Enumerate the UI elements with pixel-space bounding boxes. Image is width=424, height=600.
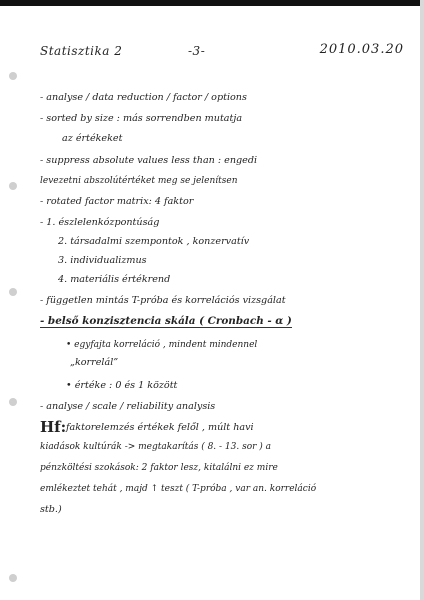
note-line: „korrelál”	[70, 357, 119, 368]
note-line: - rotated factor matrix: 4 faktor	[40, 196, 194, 207]
note-line: pénzköltési szokások: 2 faktor lesz, kitalálni ez mire	[40, 463, 278, 473]
punch-hole	[9, 72, 17, 80]
note-line: az értékeket	[62, 133, 123, 144]
punch-hole	[9, 288, 17, 296]
note-line: 3. individualizmus	[58, 255, 147, 266]
note-bullet: • egyfajta korreláció , mindent mindennel	[66, 340, 258, 350]
homework-label: Hf:	[40, 418, 67, 436]
page-header	[40, 42, 410, 62]
note-line: - sorted by size : más sorrendben mutatja	[40, 113, 243, 124]
date: 2010.03.20	[319, 42, 404, 57]
note-line: stb.)	[40, 504, 62, 515]
punch-hole	[9, 398, 17, 406]
page-number: -3-	[188, 44, 206, 58]
subject-title: Statisztika 2	[40, 44, 123, 58]
note-line: faktorelemzés értékek felől , múlt havi	[66, 422, 254, 433]
note-line: - analyse / scale / reliability analysis	[40, 401, 216, 412]
note-line: levezetni abszolútértéket meg se jelenítsen	[40, 176, 238, 186]
punch-hole	[9, 574, 17, 582]
note-line: emlékeztet tehát , majd ↑ teszt ( T-próba , var an. korreláció	[40, 484, 317, 494]
note-line: - 1. észlelenkózpontúság	[40, 217, 160, 228]
note-bullet: • értéke : 0 és 1 között	[66, 380, 178, 391]
note-line: - független mintás T-próba és korrelációs vizsgálat	[40, 295, 286, 306]
punch-hole	[9, 182, 17, 190]
note-line: kiadások kultúrák -> megtakarítás ( 8. - 13. sor ) a	[40, 442, 272, 452]
note-line-highlighted: - belső konzisztencia skála ( Cronbach - α )	[40, 315, 292, 327]
note-line: - suppress absolute values less than : engedi	[40, 155, 258, 166]
note-line: - analyse / data reduction / factor / options	[40, 92, 247, 103]
note-line: 4. materiális értékrend	[58, 274, 171, 285]
note-line: 2. társadalmi szempontok , konzervatív	[58, 236, 250, 247]
